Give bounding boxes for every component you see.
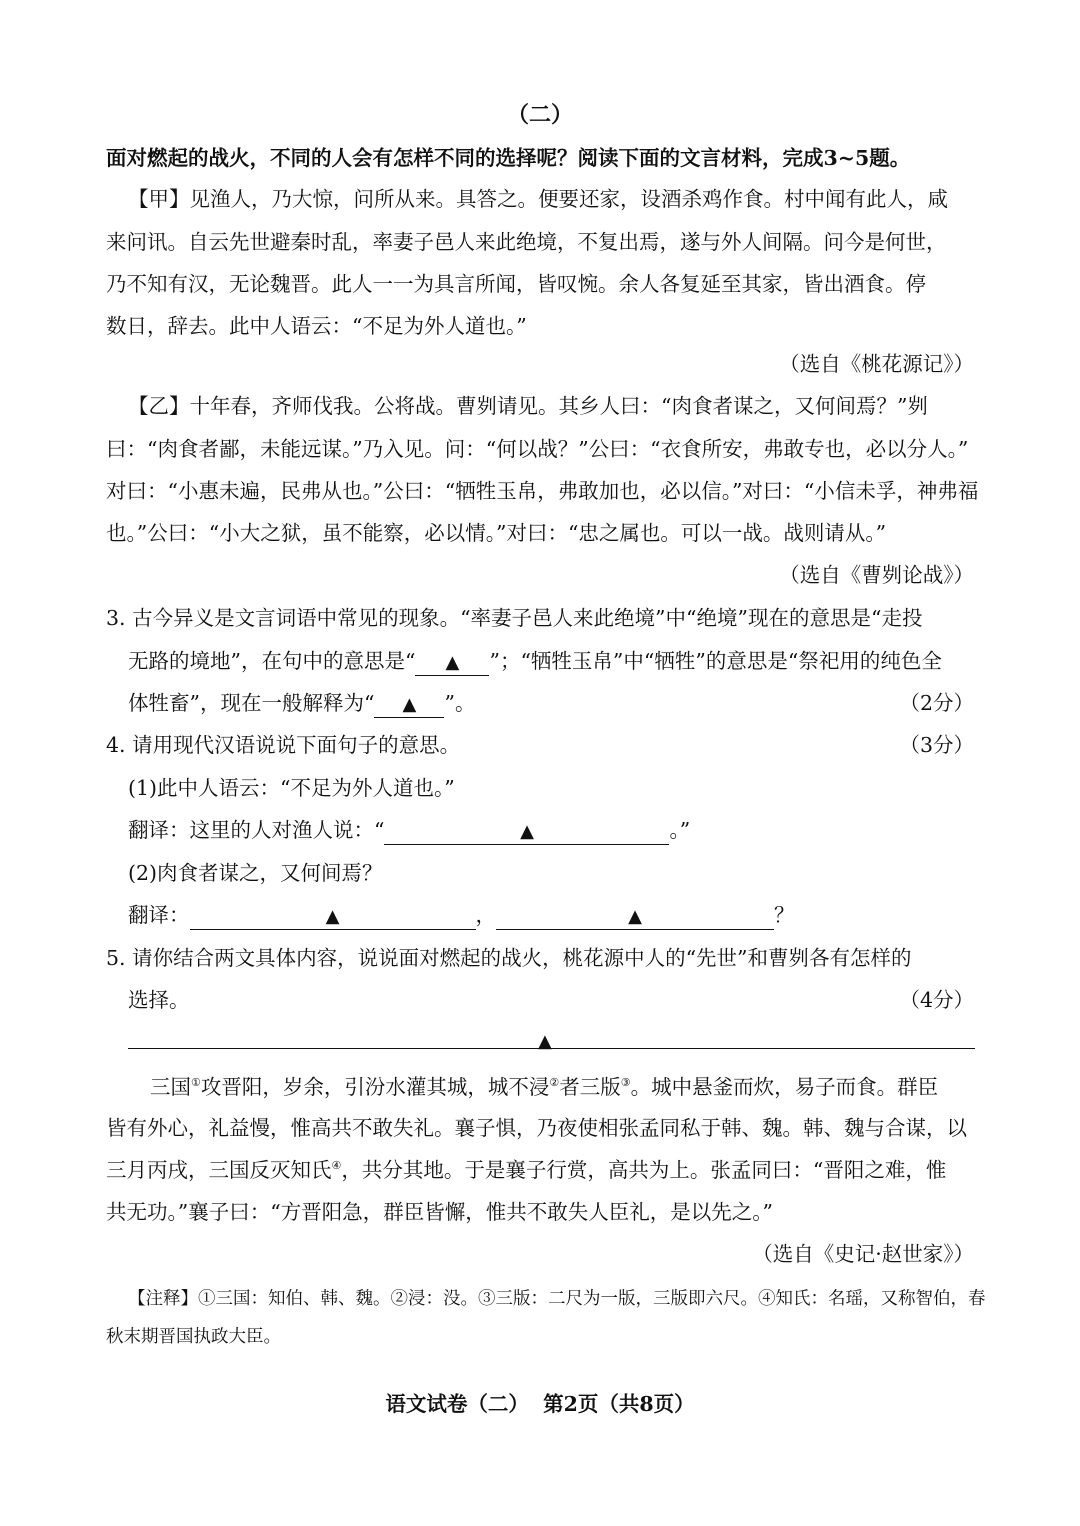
note-marker: ④ (331, 1159, 342, 1173)
note-marker: ② (549, 1076, 560, 1090)
q4-translate-1 (128, 816, 690, 845)
q4-stem: 4. 请用现代汉语说说下面句子的意思。 (106, 733, 461, 757)
q4-text: ？ (774, 903, 795, 927)
passage-c-line: 皆有外心，礼益慢，惟高共不敢失礼。襄子惧，乃夜使相张孟同私于韩、魏。韩、魏与合谋，以 (106, 1116, 967, 1140)
q3-line (128, 689, 475, 718)
q5-line: 选择。 (128, 988, 190, 1012)
triangle-icon: ▲ (325, 906, 340, 927)
triangle-icon: ▲ (520, 821, 534, 842)
q3-line (128, 647, 942, 676)
passage-c-line: 共无功。”襄子曰：“方晋阳急，群臣皆懈，惟共不敢失人臣礼，是以先之。” (106, 1200, 773, 1224)
q5-answer-line[interactable] (128, 1048, 975, 1049)
q4-score: （3分） (899, 733, 974, 757)
triangle-icon: ▲ (402, 694, 417, 715)
passage-c-line (150, 1073, 938, 1101)
note-marker: ① (191, 1076, 201, 1090)
passage-a-line: 数日，辞去。此中人语云：“不足为外人道也。” (106, 314, 527, 338)
q3-answer-blank-1[interactable] (415, 649, 489, 676)
q3-answer-blank-2[interactable] (374, 691, 444, 718)
passage-b-line: 【乙】十年春，齐师伐我。公将战。曹刿请见。其乡人曰：“肉食者谋之，又何间焉？”刿 (128, 394, 928, 418)
q4-answer-blank-1[interactable] (384, 818, 669, 845)
triangle-icon: ▲ (445, 652, 460, 673)
q4-text: 。” (669, 818, 691, 842)
passage-a-source: （选自《桃花源记》） (779, 352, 974, 376)
passage-c-text: ，共分其地。于是襄子行赏，高共为上。张孟同曰：“晋阳之难，惟 (341, 1158, 947, 1182)
q4-text: 翻译：这里的人对渔人说：“ (128, 818, 385, 842)
triangle-icon: ▲ (538, 1031, 552, 1052)
q4-item-2: (2)肉食者谋之，又何间焉？ (128, 861, 383, 885)
passage-c-text: 者三版 (559, 1075, 621, 1099)
passage-a-line: 乃不知有汉，无论魏晋。此人一一为具言所闻，皆叹惋。余人各复延至其家，皆出酒食。停 (106, 272, 926, 296)
q5-line: 5. 请你结合两文具体内容，说说面对燃起的战火，桃花源中人的“先世”和曹刿各有怎样的 (106, 946, 912, 970)
passage-c-line (106, 1156, 946, 1184)
q4-text: ， (475, 903, 496, 927)
passage-c-source: （选自《史记·赵世家》） (752, 1242, 974, 1266)
q3-text: 无路的境地”，在句中的意思是“ (128, 649, 416, 673)
passage-c-text: 三月丙戌，三国反灭知氏 (106, 1158, 332, 1182)
triangle-icon: ▲ (628, 906, 642, 927)
passage-b-line: 曰：“肉食者鄙，未能远谋。”乃入见。问：“何以战？”公曰：“衣食所安，弗敢专也，必以分人。” (106, 437, 969, 461)
passage-c-text: 攻晋阳，岁余，引汾水灌其城，城不浸 (200, 1075, 550, 1099)
passage-c-text: 三国 (150, 1075, 191, 1099)
q3-score: （2分） (899, 691, 974, 715)
intro-text: 面对燃起的战火，不同的人会有怎样不同的选择呢？阅读下面的文言材料，完成3~5题。 (106, 146, 911, 170)
note-marker: ③ (620, 1076, 631, 1090)
notes-line: 【注释】①三国：知伯、韩、魏。②浸：没。③三版：二尺为一版，三版即六尺。④知氏：名瑶，又称智伯，春 (128, 1289, 986, 1309)
q3-text: 体牲畜”，现在一般解释为“ (128, 691, 375, 715)
q3-text: ”；“牺牲玉帛”中“牺牲”的意思是“祭祀用的纯色全 (489, 649, 942, 673)
passage-a-line: 来问讯。自云先世避秦时乱，率妻子邑人来此绝境，不复出焉，遂与外人间隔。问今是何世， (106, 230, 947, 254)
q4-answer-blank-3[interactable] (496, 903, 774, 930)
q4-item-1: (1)此中人语云：“不足为外人道也。” (128, 776, 455, 800)
section-title: （二） (506, 102, 573, 128)
passage-c-text: 。城中悬釜而炊，易子而食。群臣 (630, 1075, 939, 1099)
passage-b-source: （选自《曹刿论战》） (779, 563, 974, 587)
page-footer: 语文试卷（二） 第2页（共8页） (385, 1392, 695, 1416)
q4-translate-2 (128, 901, 795, 930)
passage-b-line: 对曰：“小惠未遍，民弗从也。”公曰：“牺牲玉帛，弗敢加也，必以信。”对曰：“小信未孚，神弗福 (106, 479, 979, 503)
notes-line: 秋末期晋国执政大臣。 (106, 1327, 281, 1347)
q4-text: 翻译： (128, 903, 190, 927)
q3-text: ”。 (444, 691, 476, 715)
q3-line: 3. 古今异义是文言词语中常见的现象。“率妻子邑人来此绝境”中“绝境”现在的意思是“走投 (106, 606, 923, 630)
passage-a-line: 【甲】见渔人，乃大惊，问所从来。具答之。便要还家，设酒杀鸡作食。村中闻有此人，咸 (128, 187, 948, 211)
q5-score: （4分） (899, 988, 974, 1012)
q4-answer-blank-2[interactable] (190, 903, 476, 930)
passage-b-line: 也。”公曰：“小大之狱，虽不能察，必以情。”对曰：“忠之属也。可以一战。战则请从。” (106, 521, 887, 545)
